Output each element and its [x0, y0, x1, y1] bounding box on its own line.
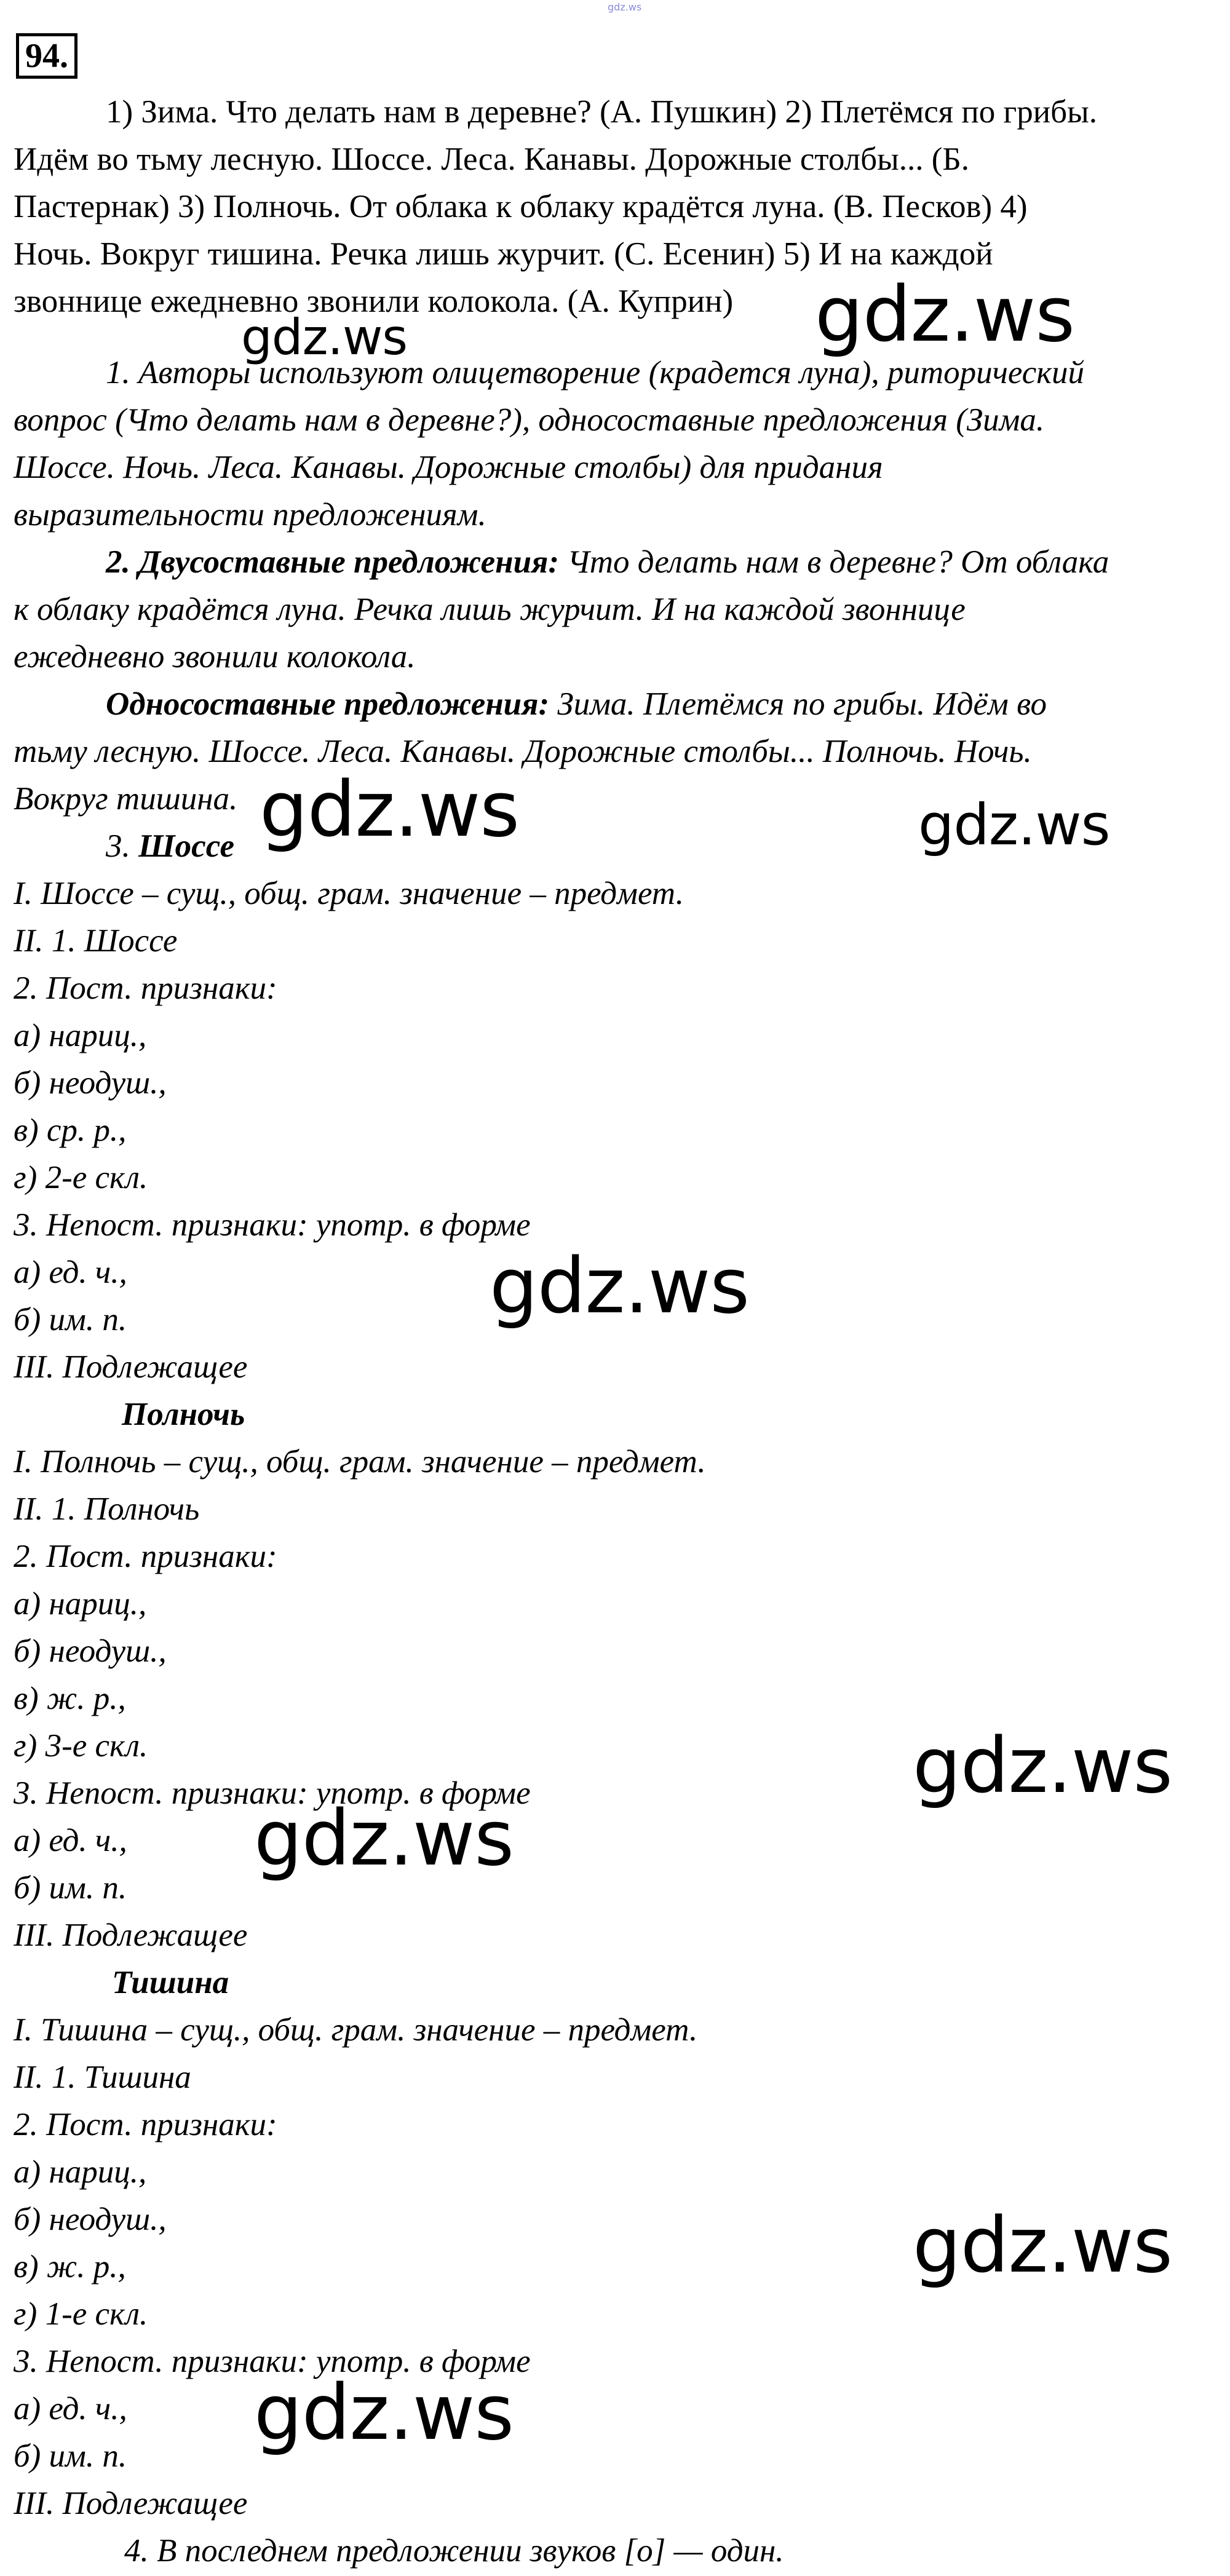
parse-line: 3. Непост. признаки: употр. в форме: [14, 2344, 531, 2379]
parse-line: б) неодуш.,: [14, 1633, 167, 1669]
parse-line: III. Подлежащее: [14, 2486, 248, 2521]
parse-line: II. 1. Шоссе: [14, 923, 178, 959]
answer-2-line: ежедневно звонили колокола.: [14, 639, 416, 675]
one-part-label: Односоставные предложения:: [106, 686, 550, 722]
source-text-line: Ночь. Вокруг тишина. Речка лишь журчит. (С. Есенин) 5) И на каждой: [14, 236, 993, 272]
parse-line: I. Шоссе – сущ., общ. грам. значение – предмет.: [14, 876, 684, 911]
watermark-text: gdz.ws: [254, 2369, 514, 2457]
parse-line: I. Полночь – сущ., общ. грам. значение – предмет.: [14, 1444, 706, 1480]
parse-line: II. 1. Тишина: [14, 2059, 191, 2095]
answer-2b-line: тьму лесную. Шоссе. Леса. Канавы. Дорожные столбы... Полночь. Ночь.: [14, 734, 1032, 769]
watermark-text: gdz.ws: [918, 792, 1110, 858]
source-text-line: звоннице ежедневно звонили колокола. (А. Куприн): [14, 283, 734, 319]
source-text-line: Идём во тьму лесную. Шоссе. Леса. Канавы. Дорожные столбы... (Б.: [14, 141, 970, 177]
parse-line: II. 1. Полночь: [14, 1491, 200, 1527]
answer-2-line: к облаку крадётся луна. Речка лишь журчит. И на каждой звоннице: [14, 592, 966, 627]
parse-line: 3. Непост. признаки: употр. в форме: [14, 1775, 531, 1811]
answer-1-line: Шоссе. Ночь. Леса. Канавы. Дорожные столбы) для придания: [14, 450, 883, 485]
answer-2b-line: [106, 681, 1047, 728]
watermark-text: gdz.ws: [241, 309, 408, 366]
watermark-text: gdz.ws: [815, 271, 1074, 359]
parse-line: г) 1-е скл.: [14, 2296, 148, 2332]
parse-line: б) неодуш.,: [14, 1065, 167, 1101]
parse-line: г) 2-е скл.: [14, 1160, 148, 1195]
answer-1-line: вопрос (Что делать нам в деревне?), односоставные предложения (Зима.: [14, 402, 1045, 438]
watermark-text: gdz.ws: [260, 766, 519, 854]
parse-line: в) ж. р.,: [14, 1681, 126, 1716]
parse-line: а) нариц.,: [14, 2154, 147, 2190]
parse-line: 3. Непост. признаки: употр. в форме: [14, 1207, 531, 1243]
answer-2b-line: Вокруг тишина.: [14, 781, 238, 817]
watermark-text: gdz.ws: [913, 2201, 1172, 2290]
watermark-text: gdz.ws: [490, 1242, 749, 1331]
parse-line: 2. Пост. признаки:: [14, 1539, 277, 1574]
source-text-line: 1) Зима. Что делать нам в деревне? (А. Пушкин) 2) Плетёмся по грибы.: [106, 94, 1097, 130]
source-text-line: Пастернак) 3) Полночь. От облака к облаку крадётся луна. (В. Песков) 4): [14, 189, 1028, 224]
parse-line: III. Подлежащее: [14, 1917, 248, 1953]
parse-line: а) ед. ч.,: [14, 2391, 127, 2427]
two-part-label: 2. Двусоставные предложения:: [106, 544, 560, 580]
parse-line: в) ср. р.,: [14, 1112, 127, 1148]
site-tag: gdz.ws: [608, 1, 642, 13]
parse-line: в) ж. р.,: [14, 2249, 126, 2285]
parse-line: а) нариц.,: [14, 1018, 147, 1053]
parse-line: а) нариц.,: [14, 1586, 147, 1622]
answer-1-line: 1. Авторы используют олицетворение (крадется луна), риторический: [106, 355, 1085, 390]
parse-line: III. Подлежащее: [14, 1349, 248, 1385]
parse-line: 2. Пост. признаки:: [14, 2107, 277, 2142]
answer-1-line: выразительности предложениям.: [14, 497, 486, 533]
parse-line: б) неодуш.,: [14, 2201, 167, 2237]
watermark-text: gdz.ws: [254, 1794, 514, 1883]
two-part-text: Что делать нам в деревне? От облака: [559, 544, 1109, 580]
parse-line: а) ед. ч.,: [14, 1823, 127, 1858]
answer-3-heading: [106, 823, 234, 870]
word-title-tishina: Тишина: [112, 1965, 229, 2000]
parse-line: б) им. п.: [14, 2438, 127, 2474]
parse-line: б) им. п.: [14, 1302, 127, 1338]
parse-line: I. Тишина – сущ., общ. грам. значение – предмет.: [14, 2012, 698, 2048]
word-title-shosse: Шоссе: [138, 828, 235, 864]
answer-3-prefix: 3.: [106, 828, 138, 864]
exercise-number: 94.: [16, 33, 77, 79]
one-part-text: Зима. Плетёмся по грибы. Идём во: [549, 686, 1047, 722]
parse-line: б) им. п.: [14, 1870, 127, 1906]
word-title-polnoch: Полночь: [122, 1397, 245, 1432]
watermark-text: gdz.ws: [913, 1722, 1172, 1810]
answer-4-line: 4. В последнем предложении звуков [о] — один.: [124, 2533, 784, 2569]
answer-2-line: [106, 539, 1109, 586]
parse-line: а) ед. ч.,: [14, 1254, 127, 1290]
parse-line: г) 3-е скл.: [14, 1728, 148, 1764]
parse-line: 2. Пост. признаки:: [14, 970, 277, 1006]
